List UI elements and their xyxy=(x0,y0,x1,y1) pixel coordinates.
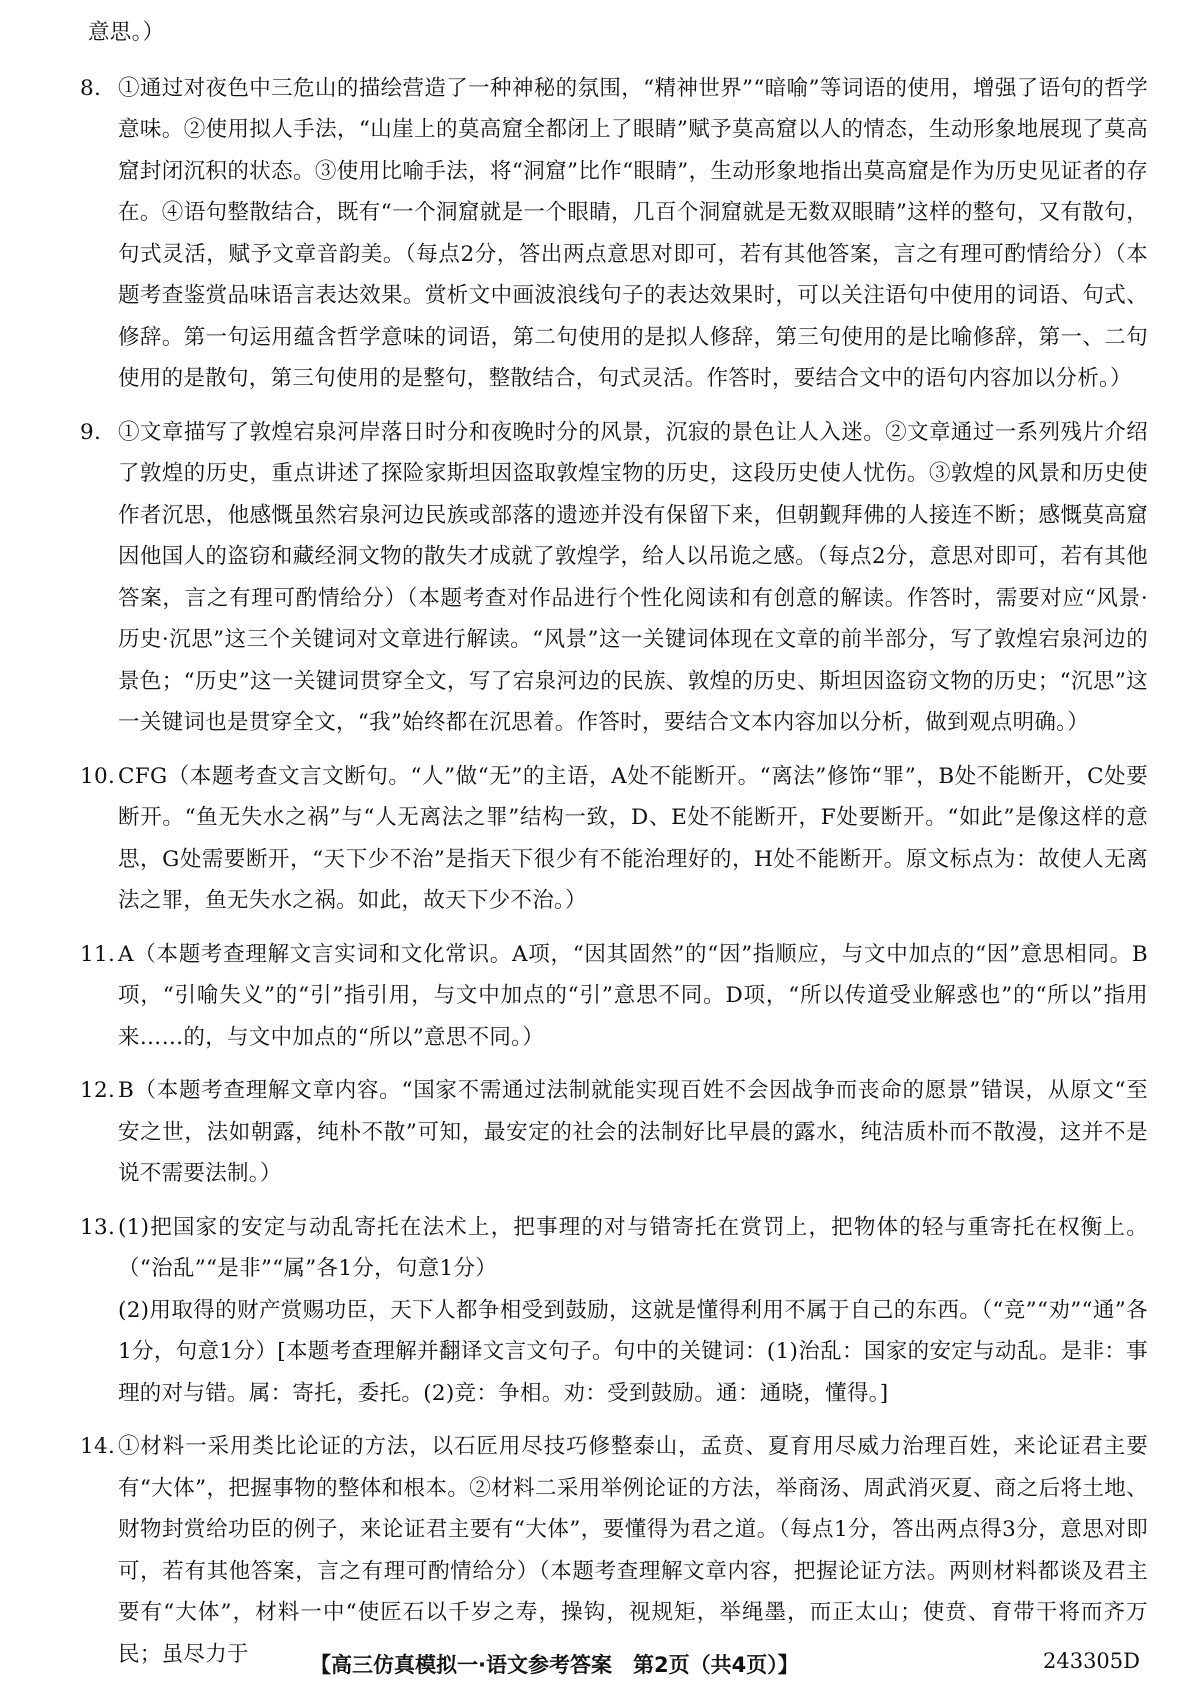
item-text: ①通过对夜色中三危山的描绘营造了一种神秘的氛围，“精神世界”“暗喻”等词语的使用，增强了语句的哲学意味。②使用拟人手法，“山崖上的莫高窟全都闭上了眼睛”赋予莫高窟以人的情态，生动形象地展现了莫高窟封闭沉积的状态。③使用比喻手法，将“洞窟”比作“眼睛”，生动形象地指出莫高窟是作为历史见证者的存在。④语句整散结合，既有“一个洞窟就是一个眼睛，几百个洞窟就是无数双眼睛”这样的整句，又有散句，句式灵活，赋予文章音韵美。（每点2分，答出两点意思对即可，若有其他答案，言之有理可酌情给分）（本题考查鉴赏品味语言表达效果。赏析文中画波浪线句子的表达效果时，可以关注语句中使用的词语、句式、修辞。第一句运用蕴含哲学意味的词语，第二句使用的是拟人修辞，第三句使用的是比喻修辞，第一、二句使用的是散句，第三句使用的是整句，整散结合，句式灵活。作答时，要结合文中的语句内容加以分析。） xyxy=(118,75,1148,391)
item-number: 8. xyxy=(80,75,102,101)
item-number: 12. xyxy=(80,1078,116,1103)
answer-item-14 xyxy=(80,1426,1148,1675)
answer-item-12 xyxy=(80,1070,1148,1195)
answer-item-11 xyxy=(80,934,1148,1059)
leading-text: 意思。） xyxy=(88,20,165,45)
item-number: 9. xyxy=(80,419,102,445)
item-text: CFG（本题考查文言文断句。“人”做“无”的主语，A处不能断开。“离法”修饰“罪”，B处不能断开，C处要断开。“鱼无失水之祸”与“人无离法之罪”结构一致，D、E处不能断开，F处要断开。“如此”是像这样的意思，G处需要断开，“天下少不治”是指天下很少有不能治理好的，H处不能断开。原文标点为：故使人无离法之罪，鱼无失水之祸。如此，故天下少不治。） xyxy=(118,763,1148,913)
answer-item-10 xyxy=(80,756,1148,922)
answer-item-9 xyxy=(80,412,1148,744)
item-text-part-2: (2)用取得的财产赏赐功臣，天下人都争相受到鼓励，这就是懂得利用不属于自己的东西。（“竞”“劝”“通”各1分，句意1分）[本题考查理解并翻译文言文句子。句中的关键词：(1)治乱：国家的安定与动乱。是非：事理的对与错。属：寄托，委托。(2)竞：争相。劝：受到鼓励。通：通晓，懂得。] xyxy=(118,1297,1148,1406)
footer-title: 【高三仿真模拟一·语文参考答案 第2页（共4页）】 xyxy=(310,1653,799,1677)
page-footer xyxy=(0,1649,1200,1689)
answer-item-13 xyxy=(80,1207,1148,1415)
item-number: 14. xyxy=(80,1434,116,1459)
item-text: B（本题考查理解文章内容。“国家不需通过法制就能实现百姓不会因战争而丧命的愿景”错误，从原文“至安之世，法如朝露，纯朴不散”可知，最安定的社会的法制好比早晨的露水，纯洁质朴而不散漫，这并不是说不需要法制。） xyxy=(118,1078,1148,1186)
page-content xyxy=(80,12,1148,1687)
document-code: 243305D xyxy=(1042,1649,1140,1673)
item-text: ①材料一采用类比论证的方法，以石匠用尽技巧修整泰山，孟贲、夏育用尽威力治理百姓，来论证君主要有“大体”，把握事物的整体和根本。②材料二采用举例论证的方法，举商汤、周武消灭夏、商之后将土地、财物封赏给功臣的例子，来论证君主要有“大体”，要懂得为君之道。（每点1分，答出两点得3分，意思对即可，若有其他答案，言之有理可酌情给分）（本题考查理解文章内容，把握论证方法。两则材料都谈及君主要有“大体”，材料一中“使匠石以千岁之寿，操钩，视规矩，举绳墨，而正太山；使贲、育带干将而齐万民；虽尽力于 xyxy=(118,1434,1148,1667)
answer-item-8 xyxy=(80,68,1148,400)
item-text: A（本题考查理解文言实词和文化常识。A项，“因其固然”的“因”指顺应，与文中加点的“因”意思相同。B项，“引喻失义”的“引”指引用，与文中加点的“引”意思不同。D项，“所以传道受业解惑也”的“所以”指用来……的，与文中加点的“所以”意思不同。） xyxy=(118,941,1148,1050)
item-number: 13. xyxy=(80,1214,116,1240)
item-text-part-1: (1)把国家的安定与动乱寄托在法术上，把事理的对与错寄托在赏罚上，把物体的轻与重寄托在权衡上。（“治乱”“是非”“属”各1分，句意1分） xyxy=(118,1214,1148,1281)
item-number: 10. xyxy=(80,763,116,789)
item-number: 11. xyxy=(80,941,116,967)
item-text: ①文章描写了敦煌宕泉河岸落日时分和夜晚时分的风景，沉寂的景色让人入迷。②文章通过一系列残片介绍了敦煌的历史，重点讲述了探险家斯坦因盗取敦煌宝物的历史，这段历史使人忧伤。③敦煌的风景和历史使作者沉思，他感慨虽然宕泉河边民族或部落的遗迹并没有保留下来，但朝觐拜佛的人接连不断；感慨莫高窟因他国人的盗窃和藏经洞文物的散失才成就了敦煌学，给人以吊诡之感。（每点2分，意思对即可，若有其他答案，言之有理可酌情给分）（本题考查对作品进行个性化阅读和有创意的解读。作答时，需要对应“风景·历史·沉思”这三个关键词对文章进行解读。“风景”这一关键词体现在文章的前半部分，写了敦煌宕泉河边的景色；“历史”这一关键词贯穿全文，写了宕泉河边的民族、敦煌的历史、斯坦因盗窃文物的历史；“沉思”这一关键词也是贯穿全文，“我”始终都在沉思着。作答时，要结合文本内容加以分析，做到观点明确。） xyxy=(118,419,1148,735)
